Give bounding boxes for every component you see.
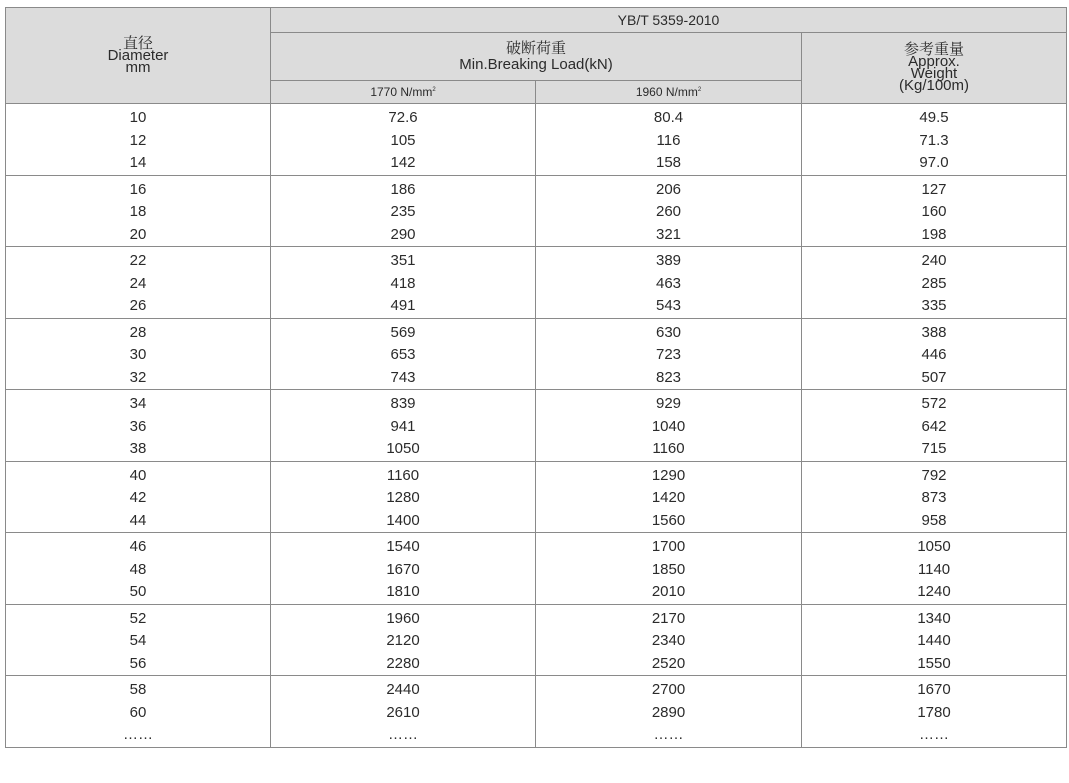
- load1960-value: 116: [656, 131, 681, 149]
- load1960-cell: [536, 461, 802, 533]
- weight-value: 642: [921, 417, 947, 435]
- diameter-value: 50: [129, 583, 147, 600]
- load1770-value: 1960: [386, 609, 420, 627]
- diameter-value: 52: [129, 609, 147, 627]
- weight-header-line: 参考重量: [904, 41, 965, 58]
- grade-1770-header: [271, 81, 536, 104]
- diameter-cell: [6, 247, 271, 319]
- weight-value: 335: [921, 297, 947, 314]
- diameter-cell: [6, 318, 271, 390]
- weight-value: 1670: [917, 681, 951, 698]
- load1770-value: 569: [390, 323, 416, 341]
- diameter-value: 60: [129, 703, 147, 721]
- weight-value: 1340: [917, 609, 951, 627]
- weight-value: 572: [921, 395, 947, 412]
- diameter-value: 12: [129, 131, 147, 149]
- diameter-value: 26: [129, 297, 147, 314]
- weight-value: 388: [921, 323, 947, 341]
- load1770-cell: [271, 175, 536, 247]
- load1770-value: 290: [390, 225, 416, 243]
- diameter-value: 34: [129, 395, 147, 412]
- weight-value: 49.5: [919, 109, 949, 126]
- weight-value: 285: [921, 274, 947, 292]
- load1960-value: 1040: [651, 417, 686, 435]
- diameter-value: 10: [129, 109, 147, 126]
- diameter-value: 18: [129, 203, 147, 220]
- diameter-value: 32: [129, 368, 147, 386]
- weight-value: 71.3: [919, 131, 949, 149]
- table-row-group: [6, 247, 1067, 319]
- diameter-value: 36: [129, 417, 147, 435]
- load1960-value: 158: [655, 154, 682, 171]
- table-row-group: [6, 318, 1067, 390]
- weight-header: [802, 33, 1067, 104]
- weight-header-line: Approx.: [908, 53, 960, 70]
- table-row-group: [6, 533, 1067, 605]
- diameter-header: [6, 8, 271, 104]
- load1960-value: 321: [655, 225, 682, 243]
- weight-header-line: Weight: [910, 65, 958, 82]
- load1770-value: 2610: [386, 703, 420, 721]
- weight-value: ……: [919, 726, 949, 743]
- load1960-cell: [536, 533, 802, 605]
- diameter-value: 42: [129, 489, 147, 506]
- load1960-cell: [536, 175, 802, 247]
- weight-header-line: (Kg/100m): [898, 77, 970, 94]
- load1770-value: 186: [390, 180, 416, 198]
- load1770-cell: [271, 104, 536, 176]
- load1770-cell: [271, 604, 536, 676]
- load1770-cell: [271, 461, 536, 533]
- grade-1770-label: 1770 N/mm: [370, 85, 433, 99]
- load1960-cell: [536, 676, 802, 748]
- diameter-cell: [6, 390, 271, 462]
- grade-1960-header: [536, 81, 802, 104]
- breaking-load-header: [271, 33, 802, 81]
- diameter-value: 38: [129, 440, 147, 457]
- load1770-value: 351: [390, 252, 416, 269]
- load1770-value: 839: [390, 395, 416, 412]
- weight-value: 127: [921, 180, 947, 198]
- load1960-value: 1560: [651, 511, 686, 529]
- weight-value: 715: [921, 440, 947, 457]
- load1770-cell: [271, 318, 536, 390]
- weight-value: 792: [921, 466, 947, 484]
- diameter-value: 54: [129, 632, 147, 649]
- diameter-cell: [6, 604, 271, 676]
- load1770-value: 1810: [386, 583, 420, 600]
- weight-value: 160: [921, 203, 947, 220]
- load1960-cell: [536, 390, 802, 462]
- table-row-group: [6, 104, 1067, 176]
- weight-value: 1140: [917, 560, 951, 578]
- diameter-cell: [6, 104, 271, 176]
- load1960-cell: [536, 604, 802, 676]
- load1770-value: 2440: [386, 681, 420, 698]
- weight-cell: [802, 247, 1067, 319]
- load1770-value: 1540: [386, 538, 420, 555]
- load1770-value: 105: [390, 131, 416, 149]
- load1960-value: 823: [655, 368, 682, 386]
- load1770-cell: [271, 533, 536, 605]
- weight-value: 240: [921, 252, 947, 269]
- diameter-header-line: mm: [125, 58, 151, 76]
- load1960-value: 1700: [651, 538, 686, 555]
- load1770-value: 235: [390, 203, 416, 220]
- weight-cell: [802, 104, 1067, 176]
- load1960-value: 1290: [651, 466, 686, 484]
- load1960-value: 2890: [651, 703, 686, 721]
- weight-value: 446: [921, 346, 947, 363]
- weight-value: 1240: [917, 583, 951, 600]
- load1770-value: 941: [390, 417, 416, 435]
- load1770-value: 1160: [386, 466, 420, 484]
- wire-rope-spec-table: [5, 7, 1067, 748]
- load1960-cell: [536, 318, 802, 390]
- load1960-value: ……: [653, 726, 684, 743]
- load1960-value: 2520: [651, 654, 686, 672]
- table-row-group: [6, 390, 1067, 462]
- table-body: [6, 104, 1067, 748]
- load1770-value: 2280: [386, 654, 420, 672]
- weight-cell: [802, 604, 1067, 676]
- diameter-value: 30: [129, 346, 147, 363]
- load1960-value: 2010: [651, 583, 686, 600]
- load1960-value: 80.4: [653, 109, 684, 126]
- diameter-cell: [6, 676, 271, 748]
- load1960-value: 723: [655, 346, 682, 363]
- load1960-cell: [536, 247, 802, 319]
- load1960-value: 2700: [651, 681, 686, 698]
- weight-value: 1780: [917, 703, 951, 721]
- load1770-value: 142: [390, 154, 416, 171]
- diameter-header-line: 直径: [122, 34, 153, 52]
- load1960-value: 389: [655, 252, 682, 269]
- weight-cell: [802, 461, 1067, 533]
- diameter-cell: [6, 175, 271, 247]
- unit-superscript: 2: [697, 87, 702, 93]
- weight-cell: [802, 676, 1067, 748]
- load1960-value: 2340: [651, 632, 686, 649]
- load1770-value: 743: [390, 368, 416, 386]
- diameter-cell: [6, 533, 271, 605]
- weight-value: 507: [921, 368, 947, 386]
- load1770-value: 653: [390, 346, 416, 363]
- load1770-value: 418: [390, 274, 416, 292]
- diameter-value: 24: [129, 274, 147, 292]
- table-row-group: [6, 676, 1067, 748]
- breaking-load-line: 破断荷重: [505, 39, 566, 57]
- load1770-value: 491: [390, 297, 416, 314]
- load1770-value: ……: [388, 726, 418, 743]
- standard-header: YB/T 5359-2010: [271, 8, 1067, 33]
- weight-value: 1050: [917, 538, 951, 555]
- diameter-value: 48: [129, 560, 147, 578]
- table-row-group: [6, 175, 1067, 247]
- diameter-value: 28: [129, 323, 147, 341]
- load1960-value: 543: [655, 297, 682, 314]
- diameter-header-line: Diameter: [107, 46, 169, 64]
- grade-1960-label: 1960 N/mm: [635, 85, 698, 99]
- load1960-cell: [536, 104, 802, 176]
- diameter-value: 44: [129, 511, 147, 529]
- load1770-value: 1670: [386, 560, 420, 578]
- load1770-value: 1280: [386, 489, 420, 506]
- load1770-cell: [271, 247, 536, 319]
- weight-value: 873: [921, 489, 947, 506]
- load1960-value: 260: [655, 203, 682, 220]
- weight-value: 198: [921, 225, 947, 243]
- load1960-value: 1420: [651, 489, 686, 506]
- load1770-value: 2120: [386, 632, 420, 649]
- load1960-value: 463: [655, 274, 682, 292]
- weight-cell: [802, 390, 1067, 462]
- weight-cell: [802, 533, 1067, 605]
- load1960-value: 1160: [652, 440, 685, 457]
- load1960-value: 1850: [651, 560, 686, 578]
- breaking-load-line: Min.Breaking Load(kN): [459, 55, 613, 73]
- weight-cell: [802, 318, 1067, 390]
- unit-superscript: 2: [432, 87, 436, 93]
- diameter-value: 14: [129, 154, 147, 171]
- diameter-value: 56: [129, 654, 147, 672]
- weight-value: 1440: [917, 632, 951, 649]
- diameter-value: 20: [129, 225, 147, 243]
- diameter-cell: [6, 461, 271, 533]
- weight-value: 97.0: [919, 154, 949, 171]
- table-row-group: [6, 604, 1067, 676]
- weight-value: 1550: [917, 654, 951, 672]
- diameter-value: 58: [129, 681, 147, 698]
- load1770-value: 72.6: [388, 109, 418, 126]
- diameter-value: 16: [129, 180, 147, 198]
- load1770-cell: [271, 390, 536, 462]
- load1960-value: 206: [655, 180, 682, 198]
- load1770-value: 1400: [386, 511, 420, 529]
- diameter-value: 40: [129, 466, 147, 484]
- diameter-value: ……: [123, 726, 153, 743]
- load1960-value: 630: [655, 323, 682, 341]
- load1770-value: 1050: [386, 440, 420, 457]
- weight-cell: [802, 175, 1067, 247]
- diameter-value: 46: [129, 538, 147, 555]
- load1960-value: 929: [655, 395, 682, 412]
- table-row-group: [6, 461, 1067, 533]
- weight-value: 958: [921, 511, 947, 529]
- diameter-value: 22: [129, 252, 147, 269]
- load1960-value: 2170: [651, 609, 686, 627]
- load1770-cell: [271, 676, 536, 748]
